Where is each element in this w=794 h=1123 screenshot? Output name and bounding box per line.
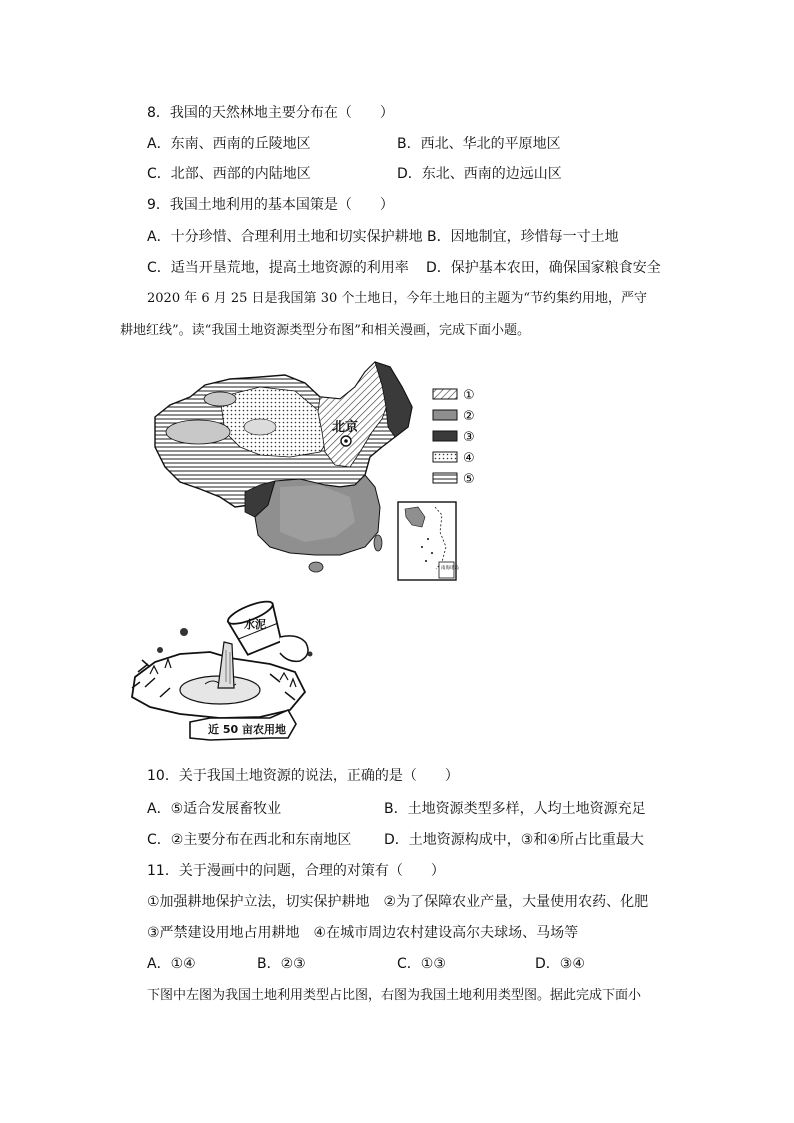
intro-line-2: 耕地红线”。读“我国土地资源类型分布图”和相关漫画，完成下面小题。 [120,323,530,338]
svg-text:③: ③ [463,430,475,445]
svg-text:①: ① [463,388,475,403]
q10-option-a: A．⑤适合发展畜牧业 [147,801,282,817]
q10-option-d: D．土地资源构成中，③和④所占比重最大 [384,832,644,848]
q11-stem: 11．关于漫画中的问题，合理的对策有（ ） [147,863,445,879]
q11-option-a: A．①④ [147,956,196,972]
q11-option-d: D．③④ [535,956,585,972]
intro-line-1: 2020 年 6 月 25 日是我国第 30 个土地日，今年土地日的主题为“节约集约用地，严守 [147,291,648,306]
q9-stem: 9．我国土地利用的基本国策是（ ） [147,197,394,213]
banner-label: 近 50 亩农用地 [208,723,286,736]
q11-statements-1-2: ①加强耕地保护立法，切实保护耕地 ②为了保障农业产量，大量使用农药、化肥 [147,894,649,910]
map-legend [433,388,475,487]
q8-stem: 8．我国的天然林地主要分布在（ ） [147,105,394,121]
inset-label: 南海诸岛 [441,566,459,571]
q8-option-d: D．东北、西南的边远山区 [397,166,562,182]
q10-stem: 10．关于我国土地资源的说法，正确的是（ ） [147,768,459,784]
q11-statements-3-4: ③严禁建设用地占用耕地 ④在城市周边农村建设高尔夫球场、马场等 [147,925,579,941]
q9-option-c: C．适当开垦荒地，提高土地资源的利用率 [147,260,409,276]
q11-option-b: B．②③ [257,956,306,972]
q10-option-b: B．土地资源类型多样，人均土地资源充足 [384,801,646,817]
land-resource-map [150,357,480,585]
next-section-intro: 下图中左图为我国土地利用类型占比图，右图为我国土地利用类型图。据此完成下面小 [147,988,642,1003]
q10-option-c: C．②主要分布在西北和东南地区 [147,832,352,848]
svg-text:④: ④ [463,451,475,466]
cement-cartoon [120,592,330,752]
bucket-label: 水泥 [244,618,266,631]
q9-option-d: D．保护基本农田，确保国家粮食安全 [426,260,661,276]
q8-option-c: C．北部、西部的内陆地区 [147,166,311,182]
svg-text:⑤: ⑤ [463,472,475,487]
beijing-label: 北京 [332,420,359,435]
q11-option-c: C．①③ [397,956,446,972]
svg-text:②: ② [463,409,475,424]
south-china-sea-inset [398,502,459,580]
q8-option-a: A．东南、西南的丘陵地区 [147,136,311,152]
q8-option-b: B．西北、华北的平原地区 [397,136,561,152]
q9-option-ab: A．十分珍惜、合理利用土地和切实保护耕地 B．因地制宜，珍惜每一寸土地 [147,229,619,245]
